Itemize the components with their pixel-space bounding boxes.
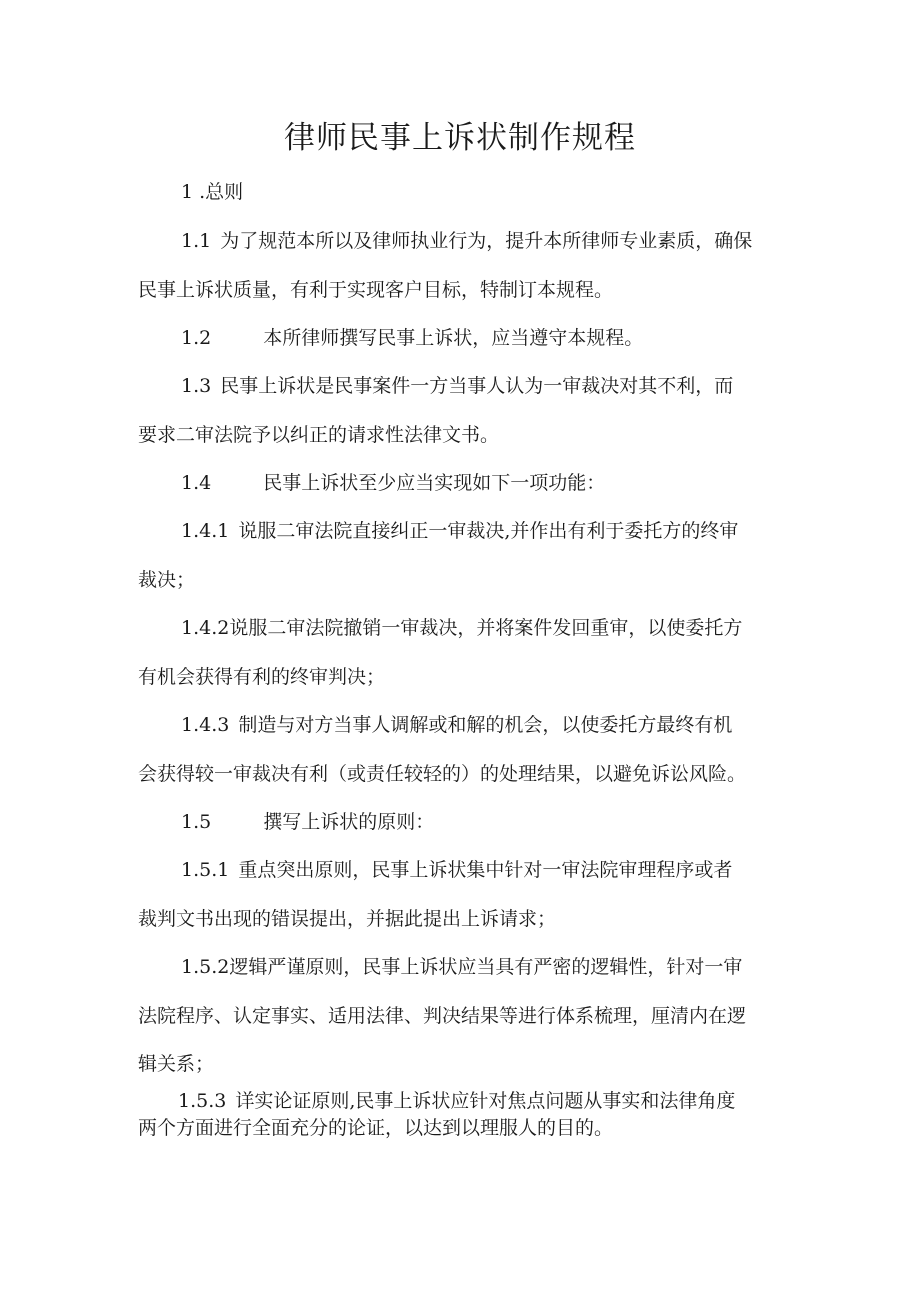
section-1-heading (138, 168, 788, 217)
paragraph-1-2 (138, 314, 788, 363)
section-number: 1 . (181, 181, 206, 203)
paragraph-line: 重点突出原则，民事上诉状集中针对一审法院审理程序或者 (238, 859, 733, 881)
paragraph-line: 民事上诉状至少应当实现如下一项功能： (263, 472, 606, 494)
paragraph-1-1 (138, 217, 788, 314)
paragraph-line: 说服二审法院直接纠正一审裁决,并作出有利于委托方的终审 (238, 520, 739, 542)
document-title: 律师民事上诉状制作规程 (284, 120, 636, 156)
paragraph-line: 撰写上诉状的原则： (263, 811, 435, 833)
paragraph-line: 详实论证原则,民事上诉状应针对焦点问题从事实和法律角度 (235, 1090, 736, 1112)
paragraph-line: 为了规范本所以及律师执业行为，提升本所律师专业素质，确保 (220, 230, 753, 252)
section-number: 1.4.2 (181, 617, 230, 639)
paragraph-1-3 (138, 362, 788, 459)
paragraph-line: 辑关系； (138, 1053, 215, 1075)
section-number: 1.3 (181, 375, 212, 397)
section-number: 1.5 (181, 811, 212, 833)
section-number: 1.5.1 (181, 859, 230, 881)
paragraph-1-5-1 (138, 846, 788, 943)
paragraph-line: 民事上诉状质量，有利于实现客户目标，特制订本规程。 (138, 278, 614, 301)
paragraph-1-4-3 (138, 701, 788, 798)
paragraph-line: 会获得较一审裁决有利（或责任较轻的）的处理结果，以避免诉讼风险。 (138, 762, 747, 785)
paragraph-line: 说服二审法院撤销一审裁决，并将案件发回重审，以使委托方 (229, 617, 743, 639)
section-number: 1.4 (181, 472, 212, 494)
paragraph-line: 两个方面进行全面充分的论证，以达到以理服人的目的。 (138, 1117, 614, 1139)
paragraph-line: 裁决； (138, 568, 196, 591)
section-number: 1.1 (181, 230, 212, 252)
paragraph-1-5-2 (138, 943, 788, 1089)
paragraph-line: 要求二审法院予以纠正的请求性法律文书。 (138, 423, 500, 446)
paragraph-1-4-1 (138, 507, 788, 604)
paragraph-1-4-2 (138, 604, 788, 701)
paragraph-line: 法院程序、认定事实、适用法律、判决结果等进行体系梳理，厘清内在逻 (138, 1004, 747, 1027)
paragraph-1-4 (138, 459, 788, 508)
paragraph-line: 制造与对方当事人调解或和解的机会，以使委托方最终有机 (238, 714, 733, 736)
section-number: 1.5.3 (178, 1090, 227, 1112)
paragraph-line: 民事上诉状是民事案件一方当事人认为一审裁决对其不利，而 (220, 375, 734, 397)
section-number: 1.4.3 (181, 714, 230, 736)
section-number: 1.4.1 (181, 520, 230, 542)
paragraph-1-5-3 (138, 1088, 788, 1142)
paragraph-line: 本所律师撰写民事上诉状，应当遵守本规程。 (263, 327, 644, 349)
paragraph-line: 有机会获得有利的终审判决； (138, 665, 386, 688)
section-number: 1.2 (181, 327, 212, 349)
paragraph-line: 逻辑严谨原则，民事上诉状应当具有严密的逻辑性，针对一审 (229, 956, 743, 978)
section-text: 总则 (205, 181, 244, 203)
paragraph-1-5 (138, 798, 788, 847)
paragraph-line: 裁判文书出现的错误提出，并据此提出上诉请求； (138, 907, 557, 930)
section-number: 1.5.2 (181, 956, 230, 978)
